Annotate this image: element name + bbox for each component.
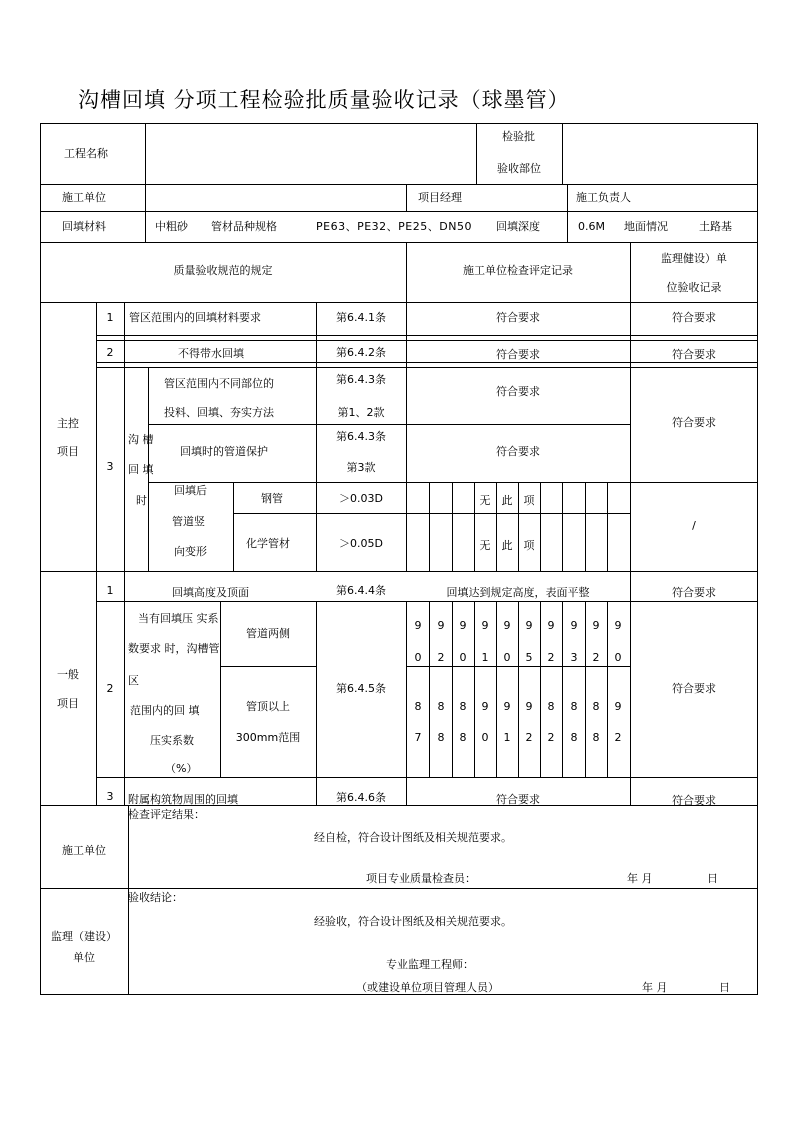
compaction-digit: 2 — [547, 651, 555, 664]
compaction-digit: 0 — [414, 651, 422, 664]
compaction-digit: 0 — [459, 651, 467, 664]
row-result: 回填达到规定高度，表面平整 — [446, 586, 590, 599]
compaction-digit: 9 — [481, 619, 489, 632]
rule — [148, 424, 630, 425]
group-label-2: 回 填 — [128, 463, 154, 476]
compaction-digit: 8 — [570, 700, 578, 713]
row-description: 附属构筑物周围的回填 — [128, 793, 238, 806]
general-section-label-2: 项目 — [57, 697, 79, 710]
rule — [96, 367, 758, 368]
rule — [476, 123, 477, 184]
chemical-pipe-label: 化学管材 — [246, 537, 290, 550]
row-number: 2 — [106, 346, 114, 359]
row-description: 当有回填压 实系 — [138, 612, 219, 625]
compaction-digit: 2 — [525, 731, 533, 744]
rule — [562, 123, 563, 184]
contractor-block-label: 施工单位 — [62, 844, 106, 857]
rule — [145, 123, 146, 184]
compaction-digit: 9 — [459, 619, 467, 632]
rule — [96, 777, 758, 778]
chemical-limit: ＞0.05D — [339, 537, 383, 550]
row-description: 回填时的管道保护 — [180, 445, 268, 458]
backfill-material-label: 回填材料 — [62, 220, 106, 233]
no-item-mark: 此 — [501, 494, 513, 507]
rule — [40, 571, 758, 572]
row-clause: 第1、2款 — [337, 406, 385, 419]
pipe-spec-label: 管材品种规格 — [211, 220, 277, 233]
compaction-digit: 9 — [547, 619, 555, 632]
date-year-month: 年 月 — [627, 872, 653, 885]
general-section-label-1: 一般 — [57, 668, 79, 681]
row-number: 3 — [106, 460, 114, 473]
project-name-label: 工程名称 — [64, 147, 108, 160]
compaction-digit: 1 — [481, 651, 489, 664]
row-clause: 第3款 — [346, 461, 376, 474]
rule — [406, 184, 407, 211]
compaction-digit: 9 — [592, 619, 600, 632]
compaction-digit: 7 — [414, 731, 422, 744]
row-supervisor: 符合要求 — [672, 682, 716, 695]
rule — [96, 335, 758, 336]
rule — [40, 302, 758, 303]
rule — [233, 482, 234, 571]
compaction-digit: 1 — [503, 731, 511, 744]
rule — [40, 211, 758, 212]
pipe-sides-label: 管道两侧 — [246, 627, 290, 640]
compaction-digit: 9 — [437, 619, 445, 632]
pipe-spec-value: PE63、PE32、PE25、DN50 — [316, 220, 472, 233]
contractor-check-header: 施工单位检查评定记录 — [463, 264, 573, 277]
project-manager-label: 项目经理 — [418, 191, 462, 204]
rule — [233, 513, 630, 514]
compaction-digit: 9 — [570, 619, 578, 632]
row-description: 压实系数 — [150, 734, 194, 747]
compaction-digit: 8 — [437, 700, 445, 713]
row-supervisor: 符合要求 — [672, 794, 716, 807]
depth-value: 0.6M — [578, 220, 605, 233]
compaction-digit: 2 — [614, 731, 622, 744]
compaction-digit: 9 — [503, 700, 511, 713]
rule — [220, 666, 316, 667]
rule — [567, 184, 568, 242]
row-supervisor: 符合要求 — [672, 348, 716, 361]
row-description: 向变形 — [174, 545, 207, 558]
row-supervisor: 符合要求 — [672, 311, 716, 324]
main-section-label-2: 项目 — [57, 445, 79, 458]
inspector-label: 项目专业质量检查员： — [366, 872, 476, 885]
no-item-mark: 无 — [479, 494, 491, 507]
page-title: 沟槽回填 分项工程检验批质量验收记录（球墨管） — [78, 88, 570, 112]
row-clause: 第6.4.3条 — [336, 373, 386, 386]
compaction-digit: 9 — [503, 619, 511, 632]
row-description: 管道竖 — [172, 515, 205, 528]
compaction-digit: 2 — [547, 731, 555, 744]
supervisor-block-heading: 验收结论： — [128, 891, 183, 904]
row-result: 符合要求 — [496, 311, 540, 324]
compaction-digit: 8 — [592, 700, 600, 713]
rule — [607, 482, 608, 571]
group-label-3: 时 — [136, 494, 147, 507]
row-result: 符合要求 — [496, 348, 540, 361]
row-description: 回填高度及顶面 — [172, 586, 249, 599]
row-clause: 第6.4.3条 — [336, 430, 386, 443]
rule — [540, 482, 541, 571]
rule — [429, 482, 430, 571]
compaction-digit: 8 — [459, 731, 467, 744]
rule — [316, 601, 317, 805]
row-description: 不得带水回填 — [178, 347, 244, 360]
rule — [452, 482, 453, 571]
row-number: 2 — [106, 682, 114, 695]
contractor-block-heading: 检查评定结果： — [128, 808, 205, 821]
pipe-top-label: 管顶以上 — [246, 700, 290, 713]
supervisor-block-text: 经验收，符合设计图纸及相关规范要求。 — [314, 915, 512, 928]
no-item-mark: 无 — [479, 539, 491, 552]
rule — [40, 888, 758, 889]
compaction-digit: 9 — [614, 619, 622, 632]
supervisor-block-label-1: 监理（建设） — [51, 930, 117, 943]
rule — [124, 302, 125, 805]
no-item-mark: 项 — [523, 494, 535, 507]
compaction-digit: 2 — [592, 651, 600, 664]
row-result: 符合要求 — [496, 793, 540, 806]
row-clause: 第6.4.6条 — [336, 791, 386, 804]
date-day: 日 — [719, 981, 730, 994]
row-supervisor: / — [692, 519, 696, 532]
depth-label: 回填深度 — [496, 220, 540, 233]
supervisor-header-2: 位验收记录 — [666, 281, 722, 294]
row-number: 3 — [106, 790, 114, 803]
row-clause: 第6.4.2条 — [336, 346, 386, 359]
rule — [585, 482, 586, 571]
row-description: （%） — [165, 762, 198, 775]
steel-limit: ＞0.03D — [339, 492, 383, 505]
rule — [406, 302, 407, 571]
row-description: 管区范围内不同部位的 — [164, 377, 274, 390]
compaction-digit: 2 — [437, 651, 445, 664]
compaction-digit: 8 — [547, 700, 555, 713]
compaction-digit: 9 — [414, 619, 422, 632]
date-year-month: 年 月 — [642, 981, 668, 994]
rule — [148, 482, 758, 483]
supervisor-engineer-label: 专业监理工程师： — [386, 958, 474, 971]
rule — [96, 362, 758, 363]
row-clause: 第6.4.1条 — [336, 311, 386, 324]
construction-lead-label: 施工负责人 — [576, 191, 631, 204]
rule — [96, 601, 758, 602]
row-description: 管区范围内的回填材料要求 — [129, 311, 261, 324]
compaction-digit: 0 — [503, 651, 511, 664]
row-number: 1 — [106, 311, 114, 324]
rule — [40, 184, 758, 185]
rule — [145, 184, 146, 242]
contractor-label: 施工单位 — [62, 191, 106, 204]
row-description: 回填后 — [174, 484, 207, 497]
compaction-digit: 8 — [570, 731, 578, 744]
row-number: 1 — [106, 584, 114, 597]
batch-label: 检验批 — [502, 130, 535, 143]
owner-representative-label: （或建设单位项目管理人员） — [356, 981, 499, 994]
supervisor-block-label-2: 单位 — [73, 951, 95, 964]
compaction-digit: 5 — [525, 651, 533, 664]
steel-pipe-label: 钢管 — [261, 492, 283, 505]
compaction-digit: 0 — [614, 651, 622, 664]
supervisor-header-1: 监理健设）单 — [661, 252, 727, 265]
compaction-digit: 0 — [481, 731, 489, 744]
ground-label: 地面情况 — [624, 220, 668, 233]
group-label-1: 沟 槽 — [128, 433, 154, 446]
no-item-mark: 此 — [501, 539, 513, 552]
compaction-digit: 8 — [592, 731, 600, 744]
pipe-top-range-label: 300mm范围 — [235, 731, 301, 744]
row-result: 符合要求 — [496, 445, 540, 458]
contractor-block-text: 经自检，符合设计图纸及相关规范要求。 — [314, 831, 512, 844]
rule — [96, 340, 758, 341]
rule — [96, 302, 97, 805]
row-supervisor: 符合要求 — [672, 586, 716, 599]
batch-part-label: 验收部位 — [497, 162, 541, 175]
row-description: 数要求 时，沟槽管 — [128, 642, 220, 655]
row-description: 投料、回填、夯实方法 — [164, 406, 274, 419]
compaction-digit: 9 — [525, 619, 533, 632]
ground-value: 土路基 — [699, 220, 732, 233]
row-clause: 第6.4.5条 — [336, 682, 386, 695]
compaction-digit: 9 — [614, 700, 622, 713]
row-description: 区 — [128, 674, 139, 687]
rule — [562, 482, 563, 571]
backfill-material-value: 中粗砂 — [155, 220, 188, 233]
no-item-mark: 项 — [523, 539, 535, 552]
row-supervisor: 符合要求 — [672, 416, 716, 429]
date-day: 日 — [707, 872, 718, 885]
main-section-label-1: 主控 — [57, 417, 79, 430]
rule — [40, 242, 758, 243]
compaction-digit: 8 — [437, 731, 445, 744]
row-description: 范围内的回 填 — [130, 704, 200, 717]
compaction-digit: 3 — [570, 651, 578, 664]
compaction-digit: 9 — [525, 700, 533, 713]
compaction-digit: 8 — [459, 700, 467, 713]
row-clause: 第6.4.4条 — [336, 584, 386, 597]
compaction-digit: 9 — [481, 700, 489, 713]
row-result: 符合要求 — [496, 385, 540, 398]
spec-column-header: 质量验收规范的规定 — [173, 264, 273, 277]
compaction-digit: 8 — [414, 700, 422, 713]
